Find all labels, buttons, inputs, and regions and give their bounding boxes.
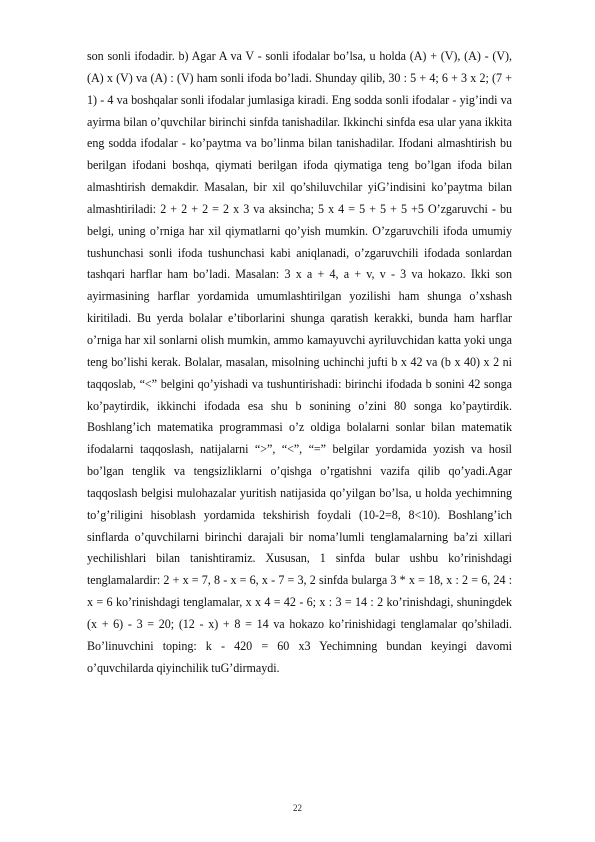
body-paragraph: son sonli ifodadir. b) Agar A va V - sonli ifodalar bo’lsa, u holda (A) + (V), (A) - (V), (A) x (V) va (A) : (V) ham sonli ifoda bo’ladi. Shunday qilib, 30 : 5 + 4; 6 + 3 x 2; (7 + 1) - 4 va boshqalar sonli ifodalar jumlasiga kiradi. Eng sodda sonli ifodalar - yig’indi va ayirma bilan o’quvchilar birinchi sinfda tanishadilar. Ikkinchi sinfda esa ular yana ikkita eng sodda ifodalar - ko’paytma va bo’linma bilan tanishadilar. Ifodani almashtirish bu berilgan ifodani boshqa, qiymati berilgan ifoda qiymatiga teng bo’lgan ifoda bilan almashtirish demakdir. Masalan, bir xil qo’shiluvchilar yiG’indisini ko’paytma bilan almashtiriladi: 2 + 2 + 2 = 2 x 3 va aksincha; 5 x 4 = 5 + 5 + 5 +5 O’zgaruvchi - bu belgi, uning o’rniga har xil qiymatlarni qo’yish mumkin. O’zgaruvchili ifoda umumiy tushunchasi sonli ifoda tushunchasi kabi aniqlanadi, o’zgaruvchili ifodada sonlardan tashqari harflar ham bo’ladi. Masalan: 3 x a + 4, a + v, v - 3 va hokazo. Ikki son ayirmasining harflar yordamida umumlashtirilgan yozilishi ham shunga o’xshash kiritiladi. Bu yerda bolalar e’tiborlarini shunga qaratish kerakki, bunda ham harflar o’rniga har xil sonlarni olish mumkin, ammo kamayuvchi ayriluvchidan katta yoki unga teng bo’lishi kerak. Bolalar, masalan, misolning uchinchi jufti b x 42 va (b x 40) x 2 ni taqqoslab, “<” belgini qo’yishadi va tushuntirishadi: birinchi ifodada b sonini 42 songa ko’paytirdik, ikkinchi ifodada esa shu b sonining o’zini 80 songa ko’paytirdik. Boshlang’ich matematika programmasi o’z oldiga bolalarni sonlar bilan matematik ifodalarni taqqoslash, natijalarni “>”, “<”, “=” belgilar yordamida yozish va hosil bo’lgan tenglik va tengsizliklarni o’qishga o’rgatishni vazifa qilib qo’yadi.Agar taqqoslash belgisi mulohazalar yuritish natijasida qo’yilgan bo’lsa, u holda yechimning to’g’riligini hisoblash yordamida tekshirish foydali (10-2=8, 8<10). Boshlang’ich sinflarda o’quvchilarni birinchi darajali bir noma’lumli tenglamalarning ba’zi xillari yechilishlari bilan tanishtiramiz. Xususan, 1 sinfda bular ushbu ko’rinishdagi tenglamalardir: 2 + x = 7, 8 - x = 6, x - 7 = 3, 2 sinfda bularga 3 * x = 18, x : 2 = 6, 24 : x = 6 ko’rinishdagi tenglamalar, x x 4 = 42 - 6; x : 3 = 14 : 2 ko’rinishdagi, shuningdek (x + 6) - 3 = 20; (12 - x) + 8 = 14 va hokazo ko’rinishidagi tenglamalar qo’shiladi. Bo’linuvchini toping: k - 420 = 60 x3 Yechimning bundan keyingi davomi o’quvchilarda qiyinchilik tuG’dirmaydi. bbox=[87, 49, 512, 675]
body-text-block bbox=[87, 46, 512, 679]
page-number: 22 bbox=[293, 803, 302, 813]
